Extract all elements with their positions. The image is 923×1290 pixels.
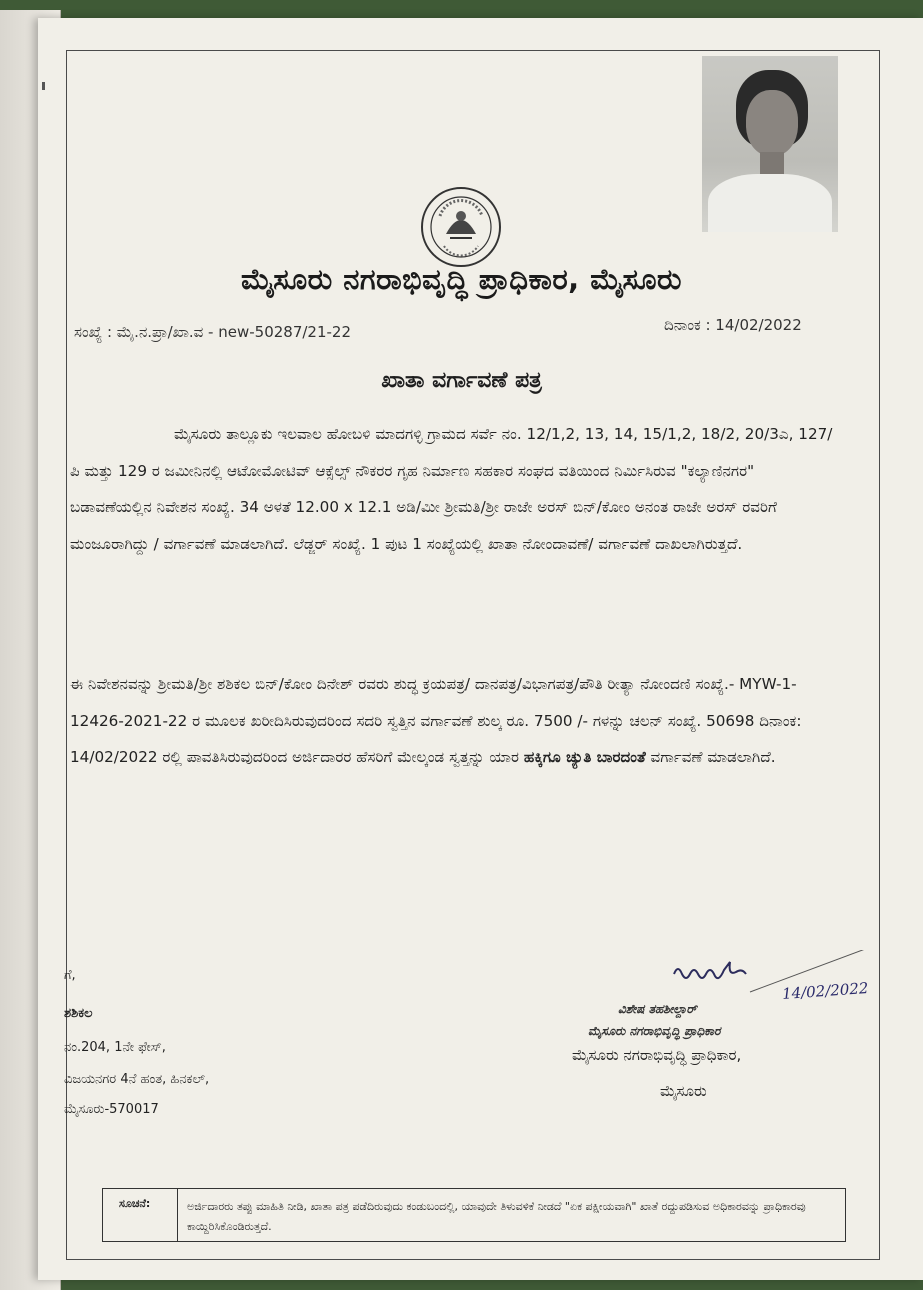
note-box [102,1188,846,1242]
signature-block [572,950,890,1110]
signature-date: 14/02/2022 [781,979,869,1003]
recipient-to: ಗೆ, [64,968,76,983]
paragraph-2-text: ಈ ನಿವೇಶನವನ್ನು ಶ್ರೀಮತಿ/ಶ್ರೀ ಶಶಿಕಲ ಬಿನ್/ಕೋಂ ದಿನೇಶ್ ರವರು ಶುದ್ಧ ಕ್ರಯಪತ್ರ/ ದಾನಪತ್ರ/ವಿಭಾಗಪತ್ರ/ಪೌತಿ ರೀತ್ಯಾ ನೋಂದಣಿ ಸಂಖ್ಯೆ.- MYW-1-12426-2021-22 ರ ಮೂಲಕ ಖರೀದಿಸಿರುವುದರಿಂದ ಸದರಿ ಸ್ವತ್ತಿನ ವರ್ಗಾವಣೆ ಶುಲ್ಕ ರೂ. 7500 /- ಗಳನ್ನು ಚಲನ್ ಸಂಖ್ಯೆ. 50698 ದಿನಾಂಕ: 14/02/2022 ರಲ್ಲಿ ಪಾವತಿಸಿರುವುದರಿಂದ ಅರ್ಜಿದಾರರ ಹೆಸರಿಗೆ ಮೇಲ್ಕಂಡ ಸ್ವತ್ತನ್ನು ಯಾರ [70,675,802,767]
recipient-address-line-2: ವಿಜಯನಗರ 4ನೆ ಹಂತ, ಹಿನಕಲ್, [64,1072,210,1087]
stamp-authority: ಮೈಸೂರು ನಗರಾಭಿವೃದ್ಧಿ ಪ್ರಾಧಿಕಾರ [588,1024,721,1038]
authority-seal-emblem [420,186,502,268]
body-paragraph-2 [70,666,840,776]
note-label: ಸೂಚನೆ: [119,1197,151,1210]
signatory-city: ಮೈಸೂರು [660,1082,707,1100]
paragraph-2-end: ವರ್ಗಾವಣೆ ಮಾಡಲಾಗಿದೆ. [645,748,776,767]
page-mark [42,82,45,90]
issue-date: ದಿನಾಂಕ : 14/02/2022 [664,316,802,334]
note-text: ಅರ್ಜಿದಾರರು ತಪ್ಪು ಮಾಹಿತಿ ನೀಡಿ, ಖಾತಾ ಪತ್ರ ಪಡೆದಿರುವುದು ಕಂಡುಬಂದಲ್ಲಿ, ಯಾವುದೇ ತಿಳುವಳಿಕೆ ನೀಡದೆ "ಏಕ ಪಕ್ಷೀಯವಾಗಿ" ಖಾತೆ ರದ್ದುಪಡಿಸುವ ಅಧಿಕಾರವನ್ನು ಪ್ರಾಧಿಕಾರವು ಕಾಯ್ದಿರಿಸಿಕೊಂಡಿರುತ್ತದೆ. [187,1200,806,1233]
body-paragraph-1: ಮೈಸೂರು ತಾಲ್ಲೂಕು ಇಲವಾಲ ಹೋಬಳಿ ಮಾದಗಳ್ಳಿ ಗ್ರಾಮದ ಸರ್ವೆ ನಂ. 12/1,2, 13, 14, 15/1,2, 18/2, 20/3ಎ, 127/ಪಿ ಮತ್ತು 129 ರ ಜಮೀನಿನಲ್ಲಿ ಆಟೋಮೋಟಿವ್ ಆಕ್ಸೆಲ್ಸ್ ನೌಕರರ ಗೃಹ ನಿರ್ಮಾಣ ಸಹಕಾರ ಸಂಘದ ವತಿಯಿಂದ ನಿರ್ಮಿಸಿರುವ "ಕಲ್ಯಾಣಿನಗರ" ಬಡಾವಣೆಯಲ್ಲಿನ ನಿವೇಶನ ಸಂಖ್ಯೆ. 34 ಅಳತೆ 12.00 x 12.1 ಅಡಿ/ಮೀ ಶ್ರೀಮತಿ/ಶ್ರೀ ರಾಜೇ ಅರಸ್ ಬಿನ್/ಕೋಂ ಅನಂತ ರಾಜೇ ಅರಸ್ ರವರಿಗೆ ಮಂಜೂರಾಗಿದ್ದು / ವರ್ಗಾವಣೆ ಮಾಡಲಾಗಿದೆ. ಲೆಡ್ಜರ್ ಸಂಖ್ಯೆ. 1 ಪುಟ 1 ಸಂಖ್ಯೆಯಲ್ಲಿ ಖಾತಾ ನೋಂದಾವಣೆ/ ವರ್ಗಾವಣೆ ದಾಖಲಾಗಿರುತ್ತದೆ. [70,425,833,553]
applicant-photo [702,56,838,232]
recipient-address-line-1: ನಂ.204, 1ನೇ ಫೇಸ್, [64,1040,166,1055]
reference-number: ಸಂಖ್ಯೆ : ಮೈ.ನ.ಪ್ರಾ/ಖಾ.ವ - new-50287/21-22 [74,323,352,341]
recipient-name: ಶಶಿಕಲ [64,1006,93,1021]
recipient-address-line-3: ಮೈಸೂರು-570017 [64,1102,159,1117]
document-heading: ಖಾತಾ ವರ್ಗಾವಣೆ ಪತ್ರ [381,368,542,393]
signatory-designation: ಮೈಸೂರು ನಗರಾಭಿವೃದ್ಧಿ ಪ್ರಾಧಿಕಾರ, [572,1046,742,1064]
authority-title: ಮೈಸೂರು ನಗರಾಭಿವೃದ್ಧಿ ಪ್ರಾಧಿಕಾರ, ಮೈಸೂರು [240,262,683,296]
paragraph-2-bold-text: ಹಕ್ಕಿಗೂ ಚ್ಯುತಿ ಬಾರದಂತೆ [523,748,646,767]
stamp-designation: ವಿಶೇಷ ತಹಶೀಲ್ದಾರ್ [618,1002,697,1016]
